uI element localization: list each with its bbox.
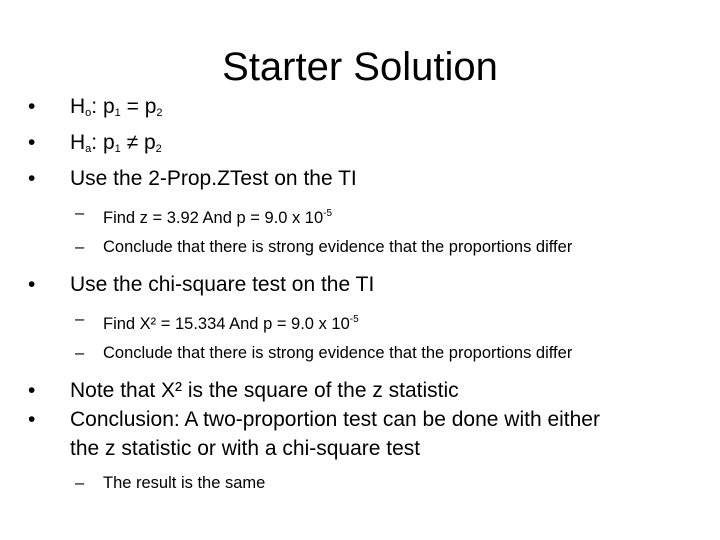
bullet-marker: •	[28, 131, 36, 154]
dash-marker: –	[75, 238, 85, 256]
bullet-null-hypothesis: • $H_o$: $p_1 = p_2$	[0, 92, 720, 128]
subbullet-chi-conclude: – Conclude that there is strong evidence that the proportions differ	[0, 339, 720, 368]
dash-marker: –	[75, 344, 85, 362]
subbullet-prop-find: – Find z = 3.92 And p = 9.0 x $10^{-5}$	[0, 199, 720, 233]
bullet-alt-hypothesis: • $H_a$: $p_1 \ne p_2$	[0, 128, 720, 164]
bullet-note: • Note that X² is the square of the z statistic	[0, 376, 720, 405]
bullet-marker: •	[28, 379, 36, 402]
bullet-marker: •	[28, 95, 36, 118]
bullet-chi-square: • Use the chi-square test on the TI	[0, 270, 720, 299]
subbullet-prop-conclude: – Conclude that there is strong evidence that the proportions differ	[0, 233, 720, 262]
subbullet-chi-find: – Find X² = 15.334 And p = 9.0 x $10^{-5}$	[0, 305, 720, 339]
bullet-list	[0, 92, 720, 498]
dash-marker: –	[75, 310, 85, 328]
bullet-marker: •	[28, 167, 36, 190]
bullet-marker: •	[28, 408, 36, 431]
subbullet-result: – The result is the same	[0, 469, 720, 498]
bullet-marker: •	[28, 273, 36, 296]
bullet-conclusion: • Conclusion: A two-proportion test can be done with either the z statistic or with a chi-square test	[0, 405, 720, 463]
dash-marker: –	[75, 204, 85, 222]
slide-title: Starter Solution	[222, 45, 498, 89]
dash-marker: –	[75, 474, 85, 492]
bullet-prop-ztest: • Use the 2-Prop.ZTest on the TI	[0, 164, 720, 193]
